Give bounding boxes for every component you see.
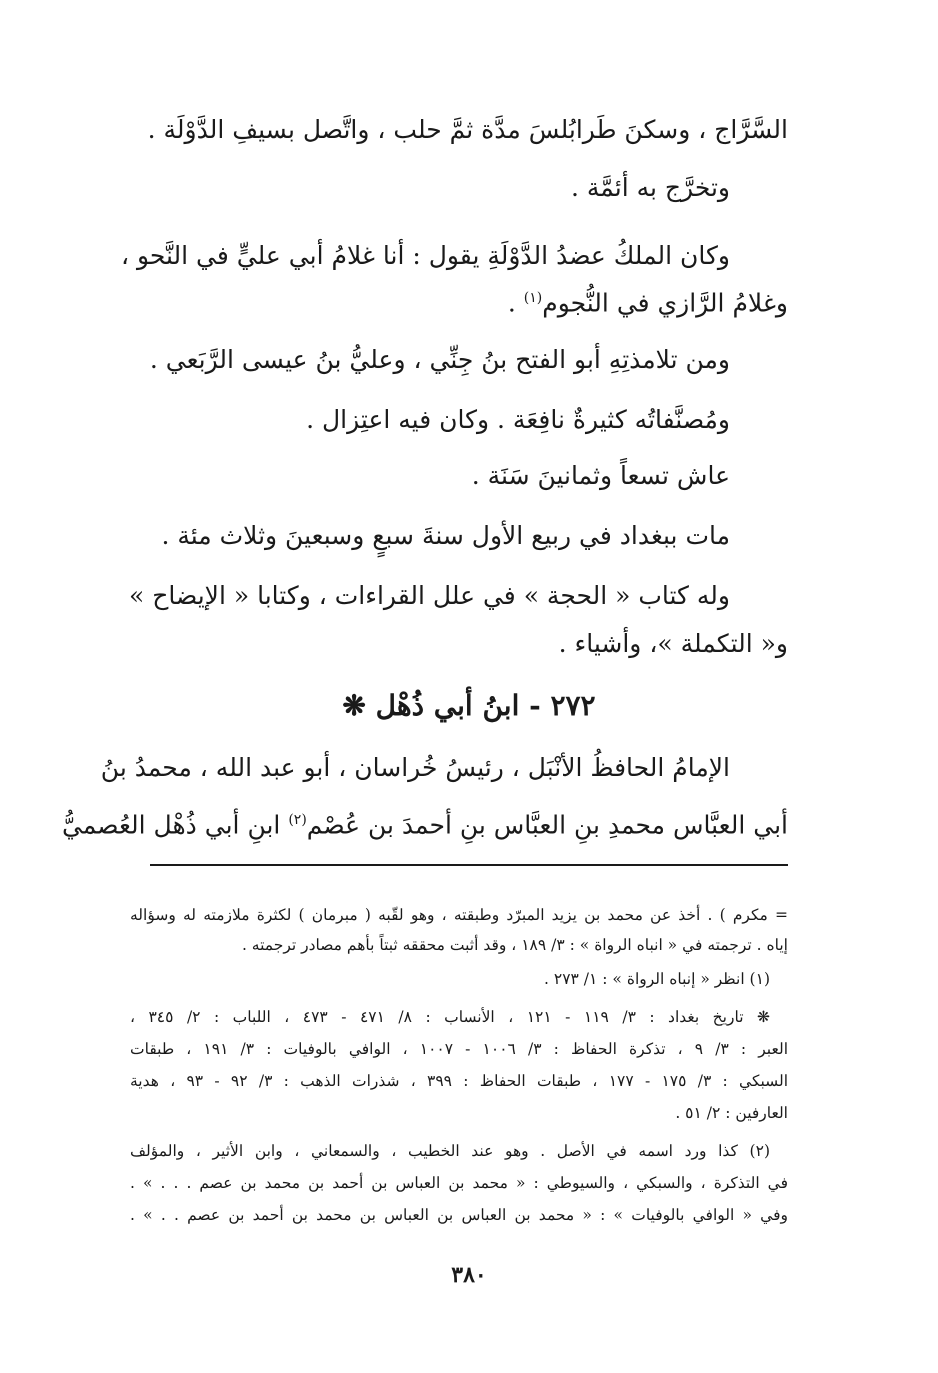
text-line: ومن تلامذتِهِ أبو الفتح بنُ جِنِّي ، وعليُّ بنُ عيسى الرَّبَعي . [149, 345, 730, 374]
text-line: عاش تسعاً وثمانينَ سَنَة . [471, 461, 730, 490]
footnote-line: = مكرم ) . أخذ عن محمد بن يزيد المبرّد وطبقته ، وهو لقّبه ( مبرمان ) لكثرة ملازمته له وسؤاله [130, 906, 788, 924]
footnote-line: وفي « الوافي بالوفيات » : « محمد بن العباس بن العباس بن محمد بن أحمد بن عصم . . » . [130, 1206, 788, 1224]
footnote-line: ❋ تاريخ بغداد : ٣/ ١١٩ - ١٢١ ، الأنساب : ٨/ ٤٧١ - ٤٧٣ ، اللباب : ٢/ ٣٤٥ ، [130, 1008, 770, 1026]
text-line: وله كتاب « الحجة » في علل القراءات ، وكتابا « الإيضاح » [129, 581, 730, 610]
page-number: ٣٨٠ [451, 1262, 487, 1288]
entry-heading: ٢٧٢ - ابنُ أبي ذُهْل ❋ [342, 689, 596, 722]
footnote-line: في التذكرة ، والسبكي ، والسيوطي : « محمد بن العباس بن أحمد بن محمد بن عصم . . . » . [130, 1174, 788, 1192]
text-segment: وغلامُ الرَّازي في النُّجوم [542, 288, 788, 318]
text-line: وتخرَّج به أئمَّة . [570, 173, 730, 202]
footnote-line: العارفين : ٢/ ٥١ . [675, 1104, 788, 1122]
footnote-line: إياه . ترجمته في « انباه الرواة » : ٣/ ١٨٩ ، وقد أثبت محققه ثبتاً بأهم مصادر ترجمته . [241, 936, 788, 954]
footnote-line: (١) انظر « إنباه الرواة » : ١/ ٢٧٣ . [544, 970, 770, 988]
text-line: ومُصنَّفاتُه كثيرةٌ نافِعَة . وكان فيه اعتِزال . [306, 405, 730, 434]
text-line: وكان الملكُ عضدُ الدَّوْلَةِ يقول : أنا غلامُ أبي عليٍّ في النَّحو ، [120, 241, 730, 270]
footnote-line: العبر : ٣/ ٩ ، تذكرة الحفاظ : ٣/ ١٠٠٦ - ١٠٠٧ ، الوافي بالوفيات : ٣/ ١٩١ ، طبقات [130, 1040, 788, 1058]
text-segment: . [507, 288, 524, 318]
text-line: الإمامُ الحافظُ الأنْبَل ، رئيسُ خُراسان ، أبو عبد الله ، محمدُ بنُ [100, 753, 730, 782]
text-line: و« التكملة »، وأشياء . [558, 629, 788, 658]
text-line-with-footnote [62, 800, 788, 840]
footnote-separator [150, 864, 788, 866]
footnote-marker: (١) [523, 290, 543, 306]
text-segment: ابنِ أبي ذُهْل العُصميُّ [62, 810, 289, 840]
footnote-line: السبكي : ٣/ ١٧٥ - ١٧٧ ، طبقات الحفاظ : ٣٩٩ ، شذرات الذهب : ٣/ ٩٢ - ٩٣ ، هدية [130, 1072, 789, 1090]
footnote-line: (٢) كذا ورد اسمه في الأصل . وهو عند الخطيب ، والسمعاني ، وابن الأثير ، والمؤلف [130, 1142, 770, 1160]
footnote-marker: (٢) [288, 812, 307, 828]
text-line: السَّرَّاج ، وسكنَ طَرابُلسَ مدَّة ثمَّ حلب ، واتَّصل بسيفِ الدَّوْلَة . [147, 115, 788, 144]
text-segment: أبي العبَّاس محمدِ بنِ العبَّاس بنِ أحمدَ بن عُصْم [306, 810, 788, 840]
text-line: مات ببغداد في ربيع الأول سنةَ سبعٍ وسبعينَ وثلاث مئة . [161, 521, 730, 550]
text-line-with-footnote [150, 278, 788, 318]
